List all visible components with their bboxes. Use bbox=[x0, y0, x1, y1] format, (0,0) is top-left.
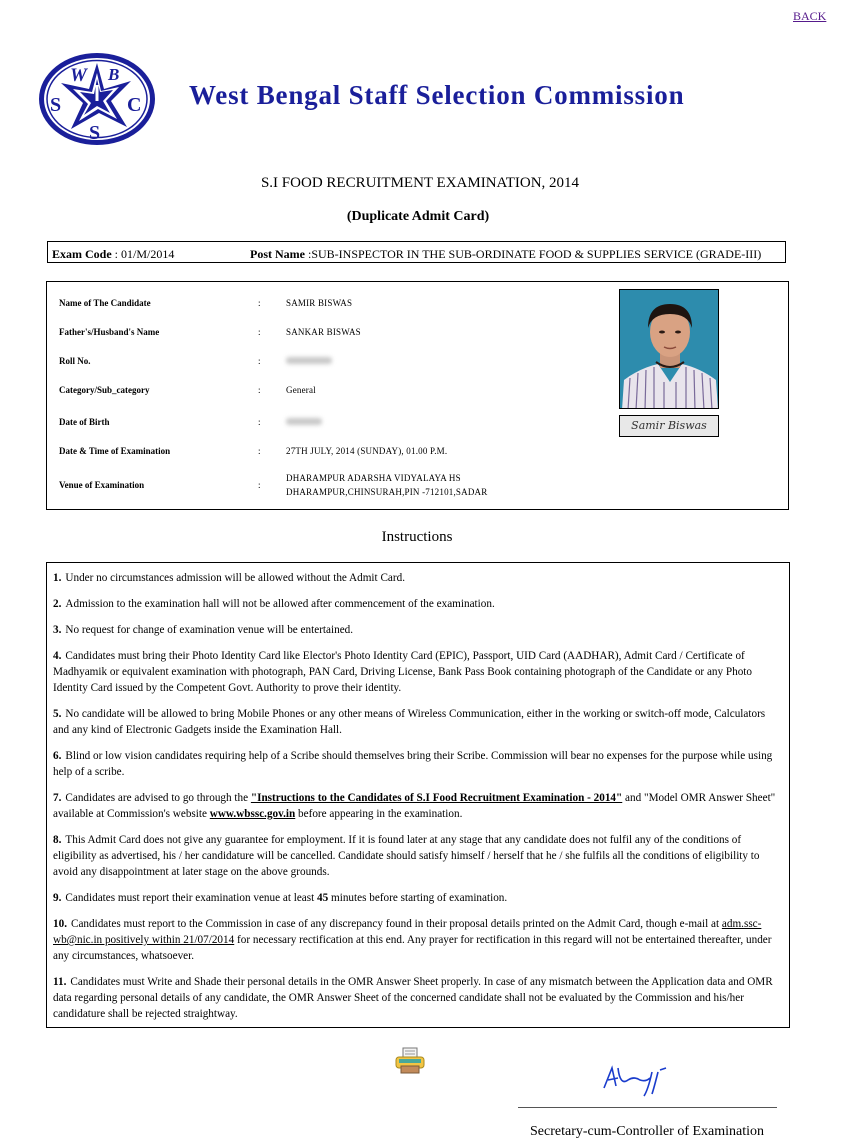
instructions-document-link[interactable]: "Instructions to the Candidates of S.I Food Recruitment Examination - 2014" bbox=[250, 792, 623, 804]
signatory-title: Secretary-cum-Controller of Examination bbox=[530, 1124, 765, 1139]
exam-code: Exam Code : 01/M/2014 bbox=[52, 247, 175, 261]
svg-text:S: S bbox=[89, 122, 101, 144]
instruction-item: 9. Candidates must report their examination venue at least 45 minutes before starting of examination. bbox=[53, 892, 508, 904]
candidate-photo bbox=[619, 289, 719, 409]
wbssc-logo bbox=[37, 51, 157, 147]
instructions-box bbox=[46, 562, 790, 1028]
instruction-item: 2. Admission to the examination hall will not be allowed after commencement of the examination. bbox=[53, 598, 495, 610]
svg-text:S: S bbox=[50, 94, 62, 116]
instruction-item: 4. Candidates must bring their Photo Identity Card like Elector's Photo Identity Card (EPIC), Passport, UID Card (AADHAR), Admit Card / Certificate of Madhyamik or equivalent examination with photograph, PAN Card, Driving License, Bank Pass Book containing photograph of the Candidate or any Photo Identity Card issued by the Competent Govt. Authority to prove their identity. bbox=[53, 650, 752, 694]
father-name: SANKAR BISWAS bbox=[286, 327, 361, 337]
authority-signature bbox=[600, 1058, 680, 1098]
exam-datetime: 27TH JULY, 2014 (SUNDAY), 01.00 P.M. bbox=[286, 446, 448, 456]
wbssc-website-link[interactable]: www.wbssc.gov.in bbox=[209, 808, 296, 820]
instruction-item: 11. Candidates must Write and Shade their personal details in the OMR Answer Sheet properly. In case of any mismatch between the Application data and OMR data regarding personal details of any candidate, the OMR Answer Sheet of the concerned candidate shall not be evaluated by the Commission and his/her candidature shall be rejected straightway. bbox=[53, 976, 773, 1020]
dob-redacted bbox=[286, 417, 322, 427]
back-link[interactable]: BACK bbox=[793, 9, 827, 23]
post-name: Post Name :SUB-INSPECTOR IN THE SUB-ORDINATE FOOD & SUPPLIES SERVICE (GRADE-III) bbox=[250, 247, 762, 261]
svg-text:C: C bbox=[127, 94, 142, 116]
signature-line bbox=[518, 1107, 777, 1108]
exam-title: S.I FOOD RECRUITMENT EXAMINATION, 2014 bbox=[260, 175, 580, 191]
exam-code-box bbox=[47, 241, 786, 263]
instruction-item: 7. Candidates are advised to go through the "Instructions to the Candidates of S.I Food Recruitment Examination - 2014" and "Model OMR Answer Sheet" available at Commission's website www.wbssc.gov.in before appearing in the examination. bbox=[53, 792, 776, 820]
roll-no-redacted bbox=[286, 356, 332, 366]
svg-text:W: W bbox=[70, 65, 87, 86]
instructions-heading: Instructions bbox=[381, 529, 453, 545]
instruction-item: 3. No request for change of examination venue will be entertained. bbox=[53, 624, 354, 636]
instruction-item: 8. This Admit Card does not give any guarantee for employment. If it is found later at any stage that any candidate does not fulfil any of the conditions of eligibility as advertised, his / her candidature will be cancelled. Candidate should satisfy himself / herself that he / she fulfils all the conditions of eligibility to avoid any disappointment at later stage on the above grounds. bbox=[53, 834, 760, 878]
instruction-item: 1. Under no circumstances admission will be allowed without the Admit Card. bbox=[53, 572, 405, 584]
email-link[interactable]: adm.ssc-wb@nic.in positively within 21/07/2014 bbox=[53, 918, 762, 946]
svg-text:B: B bbox=[108, 65, 120, 84]
instruction-item: 5. No candidate will be allowed to bring Mobile Phones or any other means of Wireless Communication, either in the working or switch-off mode, Calculators and any kind of Electronic Gadgets inside the Examination Hall. bbox=[53, 708, 766, 736]
candidate-signature: Samir Biswas bbox=[619, 415, 719, 437]
category: General bbox=[286, 385, 316, 395]
organization-title: West Bengal Staff Selection Commission bbox=[189, 80, 685, 110]
person-photo-icon bbox=[620, 290, 719, 409]
instruction-item: 6. Blind or low vision candidates requiring help of a Scribe should themselves bring their Scribe. Commission will bear no expenses for the purpose while using help of a scribe. bbox=[53, 750, 773, 778]
candidate-name: SAMIR BISWAS bbox=[286, 298, 353, 308]
candidate-details-box: Name of The Candidate : SAMIR BISWAS Father's/Husband's Name : SANKAR BISWAS Roll No. : Category/Sub_category : General Date of Birth : Date & Time of Examination : 27TH JULY, 2014 (SUNDAY), 01.00 P.M. Venue of Examination : DHARAMPUR ADARSHA VIDYALAYA HS DHARAMPUR,CHINSURAH,PIN -712101,SADAR Samir Biswas bbox=[46, 281, 789, 510]
venue-line-2: DHARAMPUR,CHINSURAH,PIN -712101,SADAR bbox=[286, 487, 488, 497]
printer-icon[interactable] bbox=[394, 1047, 426, 1075]
venue-line-1: DHARAMPUR ADARSHA VIDYALAYA HS bbox=[286, 473, 461, 483]
instruction-item: 10. Candidates must report to the Commission in case of any discrepancy found in their proposal details printed on the Admit Card, though e-mail at adm.ssc-wb@nic.in positively within 21/07/2014 for necessary rectification at this end. Any prayer for rectification in this regard will not be entertained thereafter, under any circumstances, whatsoever. bbox=[53, 918, 772, 962]
admit-card-type: (Duplicate Admit Card) bbox=[346, 209, 490, 224]
